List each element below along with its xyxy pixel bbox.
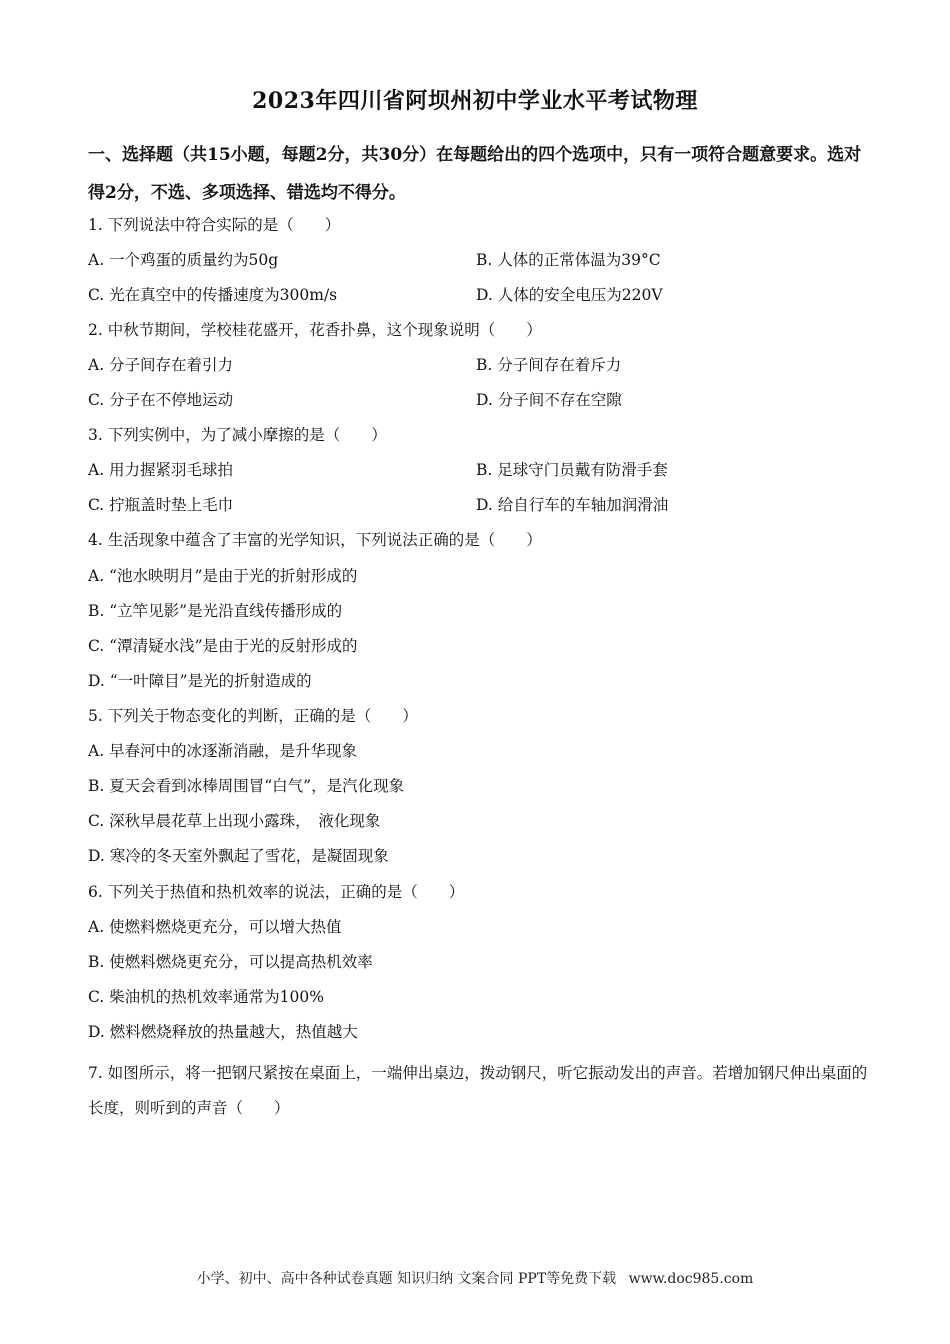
question-4-option-d: D. “一叶障目”是光的折射造成的 <box>88 672 312 690</box>
question-3-option-c: C. 拧瓶盖时垫上毛巾 <box>88 496 234 514</box>
question-3-stem: 3. 下列实例中，为了减小摩擦的是（ ） <box>88 426 387 444</box>
question-5-stem: 5. 下列关于物态变化的判断，正确的是（ ） <box>88 707 418 725</box>
question-1-option-a: A. 一个鸡蛋的质量约为50g <box>88 251 279 269</box>
question-5-option-a: A. 早春河中的冰逐渐消融，是升华现象 <box>88 742 358 760</box>
question-1-option-b: B. 人体的正常体温为39°C <box>476 251 661 269</box>
question-2-option-d: D. 分子间不存在空隙 <box>476 391 622 409</box>
footer-text: 小学、初中、高中各种试卷真题 知识归纳 文案合同 PPT等免费下载 <box>196 1271 617 1287</box>
section-heading: 一、选择题（共15小题，每题2分，共30分）在每题给出的四个选项中，只有一项符合题意要求。选对得2分，不选、多项选择、错选均不得分。 <box>88 145 862 203</box>
question-7-stem: 7. 如图所示，将一把钢尺紧按在桌面上，一端伸出桌边，拨动钢尺，听它振动发出的声音。若增加钢尺伸出桌面的长度，则听到的声音（ ） <box>88 1064 868 1117</box>
question-3-option-a: A. 用力握紧羽毛球拍 <box>88 461 234 479</box>
question-2-stem: 2. 中秋节期间，学校桂花盛开，花香扑鼻，这个现象说明（ ） <box>88 321 542 339</box>
question-5-option-d: D. 寒冷的冬天室外飘起了雪花，是凝固现象 <box>88 847 389 865</box>
question-1-option-d: D. 人体的安全电压为220V <box>476 286 663 304</box>
question-2-option-a: A. 分子间存在着引力 <box>88 356 234 374</box>
page-footer <box>0 1268 950 1288</box>
page-title: 2023年四川省阿坝州初中学业水平考试物理 <box>252 88 698 114</box>
question-2-option-b: B. 分子间存在着斥力 <box>476 356 622 374</box>
question-6-option-d: D. 燃料燃烧释放的热量越大，热值越大 <box>88 1023 358 1041</box>
question-4-option-b: B. “立竿见影”是光沿直线传播形成的 <box>88 602 343 620</box>
question-6-stem: 6. 下列关于热值和热机效率的说法，正确的是（ ） <box>88 883 465 901</box>
question-1-stem: 1. 下列说法中符合实际的是（ ） <box>88 216 341 234</box>
question-6-option-b: B. 使燃料燃烧更充分，可以提高热机效率 <box>88 953 373 971</box>
footer-url-link[interactable]: www.doc985.com <box>628 1271 754 1287</box>
question-4-option-a: A. “池水映明月”是由于光的折射形成的 <box>88 567 358 585</box>
question-6-option-c: C. 柴油机的热机效率通常为100% <box>88 988 324 1006</box>
question-2-option-c: C. 分子在不停地运动 <box>88 391 234 409</box>
question-4-option-c: C. “潭清疑水浅”是由于光的反射形成的 <box>88 637 358 655</box>
question-1-option-c: C. 光在真空中的传播速度为300m/s <box>88 286 338 304</box>
question-5-option-b: B. 夏天会看到冰棒周围冒“白气”，是汽化现象 <box>88 777 405 795</box>
question-5-option-c: C. 深秋早晨花草上出现小露珠， 液化现象 <box>88 812 381 830</box>
question-3-option-b: B. 足球守门员戴有防滑手套 <box>476 461 668 479</box>
question-4-stem: 4. 生活现象中蕴含了丰富的光学知识，下列说法正确的是（ ） <box>88 531 542 549</box>
question-6-option-a: A. 使燃料燃烧更充分，可以增大热值 <box>88 918 342 936</box>
question-3-option-d: D. 给自行车的车轴加润滑油 <box>476 496 669 514</box>
